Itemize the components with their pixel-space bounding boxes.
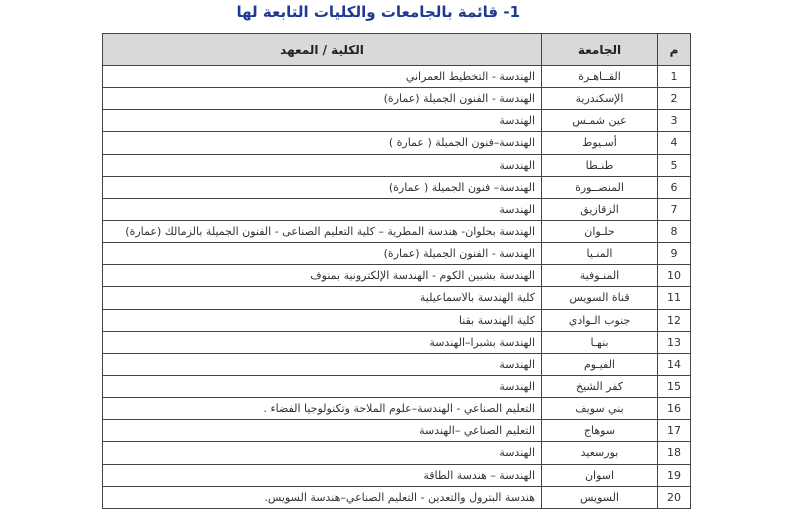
table-row — [103, 154, 691, 176]
table-row — [103, 309, 691, 331]
university-cell: طنـطا — [542, 154, 658, 176]
faculty-cell: هندسة البترول والتعدين - التعليم الصناعي–هندسة السويس. — [103, 486, 542, 508]
table-row — [103, 486, 691, 508]
university-cell: اسوان — [542, 464, 658, 486]
faculty-cell: التعليم الصناعي - الهندسة–علوم الملاحة وتكنولوجيا الفضاء . — [103, 398, 542, 420]
faculty-cell: الهندسة — [103, 198, 542, 220]
table-row — [103, 132, 691, 154]
table-row — [103, 398, 691, 420]
table-row — [103, 220, 691, 242]
university-cell: بورسعيد — [542, 442, 658, 464]
university-cell: كفر الشيخ — [542, 375, 658, 397]
row-number: 12 — [658, 309, 691, 331]
row-number: 20 — [658, 486, 691, 508]
university-cell: المنصــورة — [542, 176, 658, 198]
row-number: 11 — [658, 287, 691, 309]
row-number: 18 — [658, 442, 691, 464]
row-number: 1 — [658, 66, 691, 88]
faculty-cell: الهندسة — [103, 442, 542, 464]
table-row — [103, 331, 691, 353]
table-row — [103, 353, 691, 375]
header-faculty: الكلية / المعهد — [103, 34, 542, 66]
row-number: 16 — [658, 398, 691, 420]
university-cell: جنوب الـوادي — [542, 309, 658, 331]
table-row — [103, 88, 691, 110]
faculty-cell: الهندسة–فنون الجميلة ( عمارة ) — [103, 132, 542, 154]
faculty-cell: الهندسة — [103, 154, 542, 176]
table-row — [103, 110, 691, 132]
row-number: 15 — [658, 375, 691, 397]
header-university: الجامعة — [542, 34, 658, 66]
university-cell: القــاهـرة — [542, 66, 658, 88]
row-number: 13 — [658, 331, 691, 353]
table-header-row — [103, 34, 691, 66]
faculty-cell: الهندسة – هندسة الطاقة — [103, 464, 542, 486]
table-row — [103, 375, 691, 397]
table-row — [103, 464, 691, 486]
university-cell: قناة السويس — [542, 287, 658, 309]
table-row — [103, 66, 691, 88]
university-cell: المنـوفية — [542, 265, 658, 287]
row-number: 8 — [658, 220, 691, 242]
university-cell: بنهـا — [542, 331, 658, 353]
row-number: 3 — [658, 110, 691, 132]
university-cell: الفيـوم — [542, 353, 658, 375]
faculty-cell: كلية الهندسة بالاسماعيلية — [103, 287, 542, 309]
table-row — [103, 287, 691, 309]
table-row — [103, 442, 691, 464]
faculty-cell: الهندسة - الفنون الجميلة (عمارة) — [103, 243, 542, 265]
table-row — [103, 420, 691, 442]
university-cell: الإسكندرية — [542, 88, 658, 110]
row-number: 2 — [658, 88, 691, 110]
university-cell: المنـيا — [542, 243, 658, 265]
row-number: 17 — [658, 420, 691, 442]
row-number: 4 — [658, 132, 691, 154]
row-number: 6 — [658, 176, 691, 198]
table-row — [103, 176, 691, 198]
row-number: 5 — [658, 154, 691, 176]
universities-table — [102, 33, 691, 509]
page-title: 1- قائمة بالجامعات والكليات التابعة لها — [236, 3, 520, 21]
university-cell: حلـوان — [542, 220, 658, 242]
faculty-cell: التعليم الصناعي –الهندسة — [103, 420, 542, 442]
row-number: 10 — [658, 265, 691, 287]
table-row — [103, 243, 691, 265]
faculty-cell: الهندسة– فنون الجميلة ( عمارة) — [103, 176, 542, 198]
row-number: 14 — [658, 353, 691, 375]
row-number: 7 — [658, 198, 691, 220]
faculty-cell: الهندسة بشبرا–الهندسة — [103, 331, 542, 353]
faculty-cell: الهندسة — [103, 110, 542, 132]
header-num: م — [658, 34, 691, 66]
university-cell: سوهاج — [542, 420, 658, 442]
university-cell: الزقازيق — [542, 198, 658, 220]
university-cell: عين شمـس — [542, 110, 658, 132]
faculty-cell: الهندسة - التخطيط العمراني — [103, 66, 542, 88]
faculty-cell: كلية الهندسة بقنا — [103, 309, 542, 331]
faculty-cell: الهندسة بشبين الكوم - الهندسة الإلكترونية بمنوف — [103, 265, 542, 287]
university-cell: السويس — [542, 486, 658, 508]
row-number: 19 — [658, 464, 691, 486]
row-number: 9 — [658, 243, 691, 265]
table-row — [103, 198, 691, 220]
table-row — [103, 265, 691, 287]
faculty-cell: الهندسة - الفنون الجميلة (عمارة) — [103, 88, 542, 110]
faculty-cell: الهندسة — [103, 353, 542, 375]
faculty-cell: الهندسة — [103, 375, 542, 397]
university-cell: بني سويف — [542, 398, 658, 420]
faculty-cell: الهندسة بحلوان- هندسة المطرية – كلية التعليم الصناعى - الفنون الجميلة بالزمالك (عمارة) — [103, 220, 542, 242]
university-cell: أسـيوط — [542, 132, 658, 154]
